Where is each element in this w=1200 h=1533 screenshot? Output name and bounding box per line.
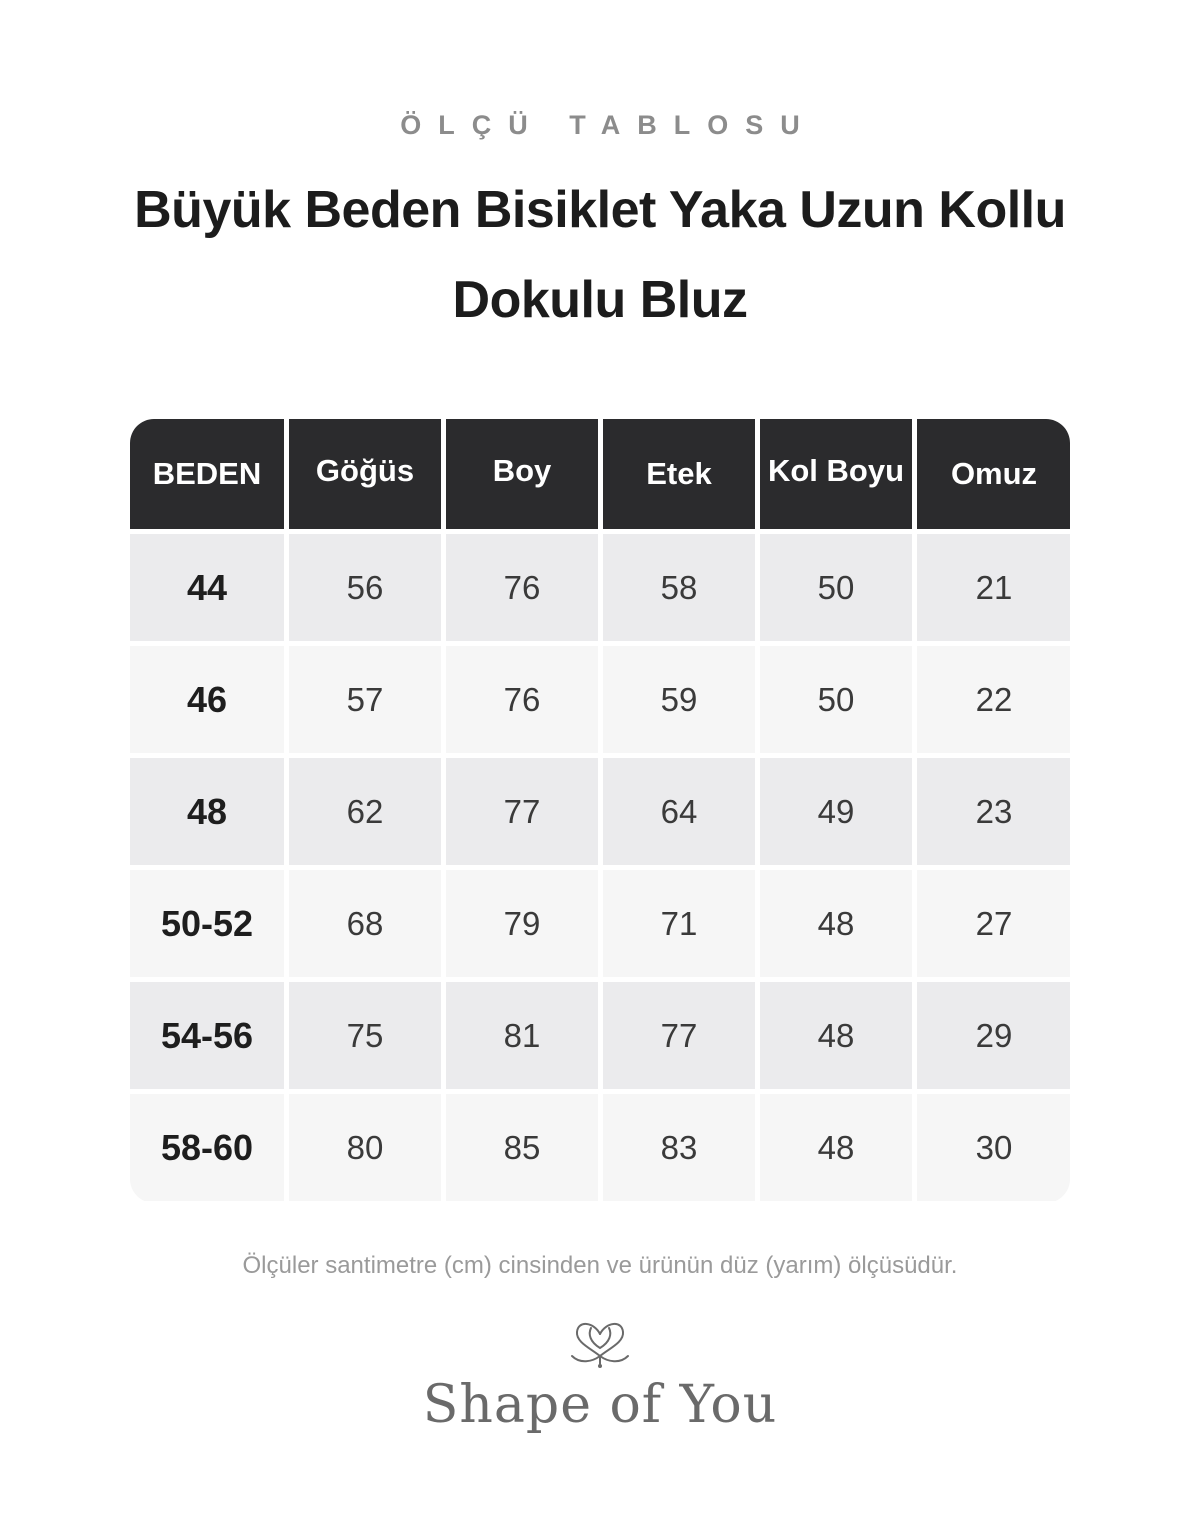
table-cell: 80 [289, 1094, 441, 1201]
column-header-hem: Etek [603, 419, 755, 529]
table-cell: 68 [289, 870, 441, 977]
table-cell: 29 [917, 982, 1070, 1089]
table-cell: 48 [760, 870, 912, 977]
column-header-size: BEDEN [130, 419, 284, 529]
table-cell: 50 [760, 646, 912, 753]
product-title: Büyük Beden Bisiklet Yaka Uzun Kollu Dokulu Bluz [134, 181, 1066, 329]
table-cell: 76 [446, 646, 598, 753]
table-cell: 57 [289, 646, 441, 753]
table-cell: 77 [603, 982, 755, 1089]
table-cell: 30 [917, 1094, 1070, 1201]
table-cell-size: 48 [130, 758, 284, 865]
table-cell: 48 [760, 982, 912, 1089]
table-cell-size: 44 [130, 534, 284, 641]
table-cell: 58 [603, 534, 755, 641]
table-cell: 79 [446, 870, 598, 977]
table-cell: 81 [446, 982, 598, 1089]
table-cell-size: 58-60 [130, 1094, 284, 1201]
table-cell: 23 [917, 758, 1070, 865]
column-header-shoulder: Omuz [917, 419, 1070, 529]
table-cell: 56 [289, 534, 441, 641]
size-chart-table [130, 419, 1070, 1203]
table-cell: 59 [603, 646, 755, 753]
table-cell: 48 [760, 1094, 912, 1201]
table-cell: 83 [603, 1094, 755, 1201]
table-cell: 71 [603, 870, 755, 977]
table-cell-size: 46 [130, 646, 284, 753]
column-header-sleeve-length: Kol Boyu [760, 419, 912, 529]
table-cell-size: 54-56 [130, 982, 284, 1089]
table-cell: 76 [446, 534, 598, 641]
brand-wordmark: Shape of You [422, 1375, 778, 1435]
table-cell: 27 [917, 870, 1070, 977]
table-cell: 85 [446, 1094, 598, 1201]
table-cell: 21 [917, 534, 1070, 641]
table-cell: 62 [289, 758, 441, 865]
table-cell: 22 [917, 646, 1070, 753]
table-cell: 49 [760, 758, 912, 865]
column-header-chest: Göğüs [289, 419, 441, 529]
section-eyebrow: ÖLÇÜ TABLOSU [400, 110, 817, 140]
table-cell-size: 50-52 [130, 870, 284, 977]
table-cell: 64 [603, 758, 755, 865]
measurement-note: Ölçüler santimetre (cm) cinsinden ve ürünün düz (yarım) ölçüsüdür. [242, 1252, 958, 1279]
table-cell: 77 [446, 758, 598, 865]
table-cell: 75 [289, 982, 441, 1089]
table-cell: 50 [760, 534, 912, 641]
column-header-length: Boy [446, 419, 598, 529]
double-heart-logo-icon [566, 1312, 634, 1372]
